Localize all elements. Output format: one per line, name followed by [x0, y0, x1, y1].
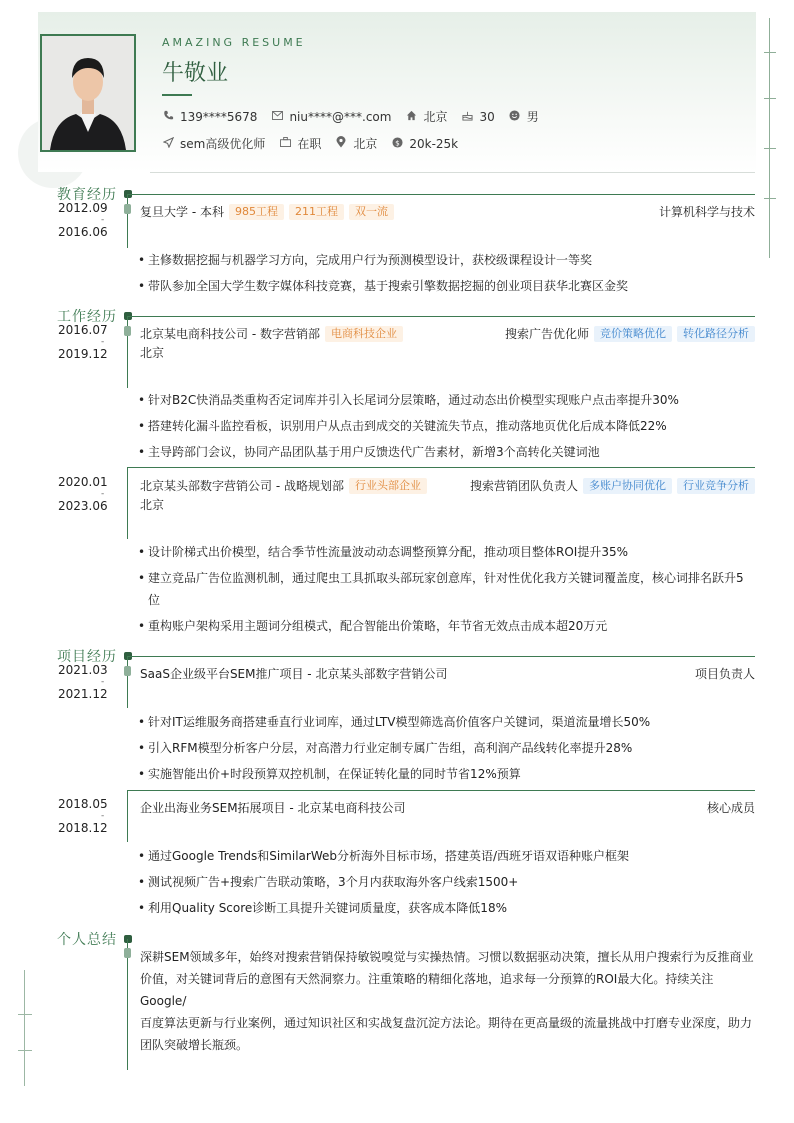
candidate-name: 牛敬业	[162, 61, 229, 86]
bullet-item: • 主导跨部门会议，协同产品团队基于用户反馈迭代广告素材，新增3个高转化关键词池	[138, 445, 600, 459]
tag-double-first-class: 双一流	[349, 204, 394, 220]
project-role: 项目负责人	[694, 667, 755, 681]
bullet-item: • 针对IT运维服务商搭建垂直行业词库，通过LTV模型筛选高价值客户关键词，渠道流量增长50%	[138, 715, 651, 729]
job-intent-row	[162, 135, 472, 152]
send-icon	[162, 137, 174, 151]
entry-divider	[128, 467, 755, 468]
work1-entry-header	[140, 325, 755, 342]
project-title: 企业出海业务SEM拓展项目 - 北京某电商科技公司	[140, 801, 406, 815]
pin-icon	[335, 136, 347, 151]
contact-row	[162, 108, 553, 125]
company-name: 北京某头部数字营销公司 - 战略规划部	[140, 479, 344, 493]
project2-end-date: 2018.12	[58, 821, 108, 835]
home-icon	[405, 110, 417, 124]
edu-entry-header	[140, 203, 755, 220]
entry-marker	[124, 948, 131, 958]
summary-text	[140, 946, 754, 1056]
role-tag: 竞价策略优化	[594, 326, 672, 342]
summary-line: 深耕SEM领域多年，始终对搜索营销保持敏锐嗅觉与实操热情。习惯以数据驱动决策，擅长从用户搜索行为反推商业	[140, 950, 754, 964]
briefcase-icon	[279, 137, 291, 150]
bullet-item: • 引入RFM模型分析客户分层，对高潜力行业定制专属广告组，高利润产品线转化率提升28%	[138, 741, 633, 755]
job-item	[162, 135, 265, 152]
expected-city-item	[335, 135, 377, 152]
section-title-work: 工作经历	[57, 309, 117, 325]
project2-entry-header	[140, 799, 755, 816]
entry-marker	[124, 204, 131, 214]
bullet-item: • 主修数据挖掘与机器学习方向，完成用户行为预测模型设计，获校级课程设计一等奖	[138, 253, 593, 267]
section-title-projects: 项目经历	[57, 649, 117, 665]
resume-tagline: AMAZING RESUME	[162, 36, 306, 49]
work2-start-date: 2020.01	[58, 475, 108, 489]
svg-text:$: $	[395, 137, 400, 147]
timeline-line	[127, 790, 128, 842]
entry-marker	[124, 666, 131, 676]
summary-line: 团队突破增长瓶颈。	[140, 1038, 249, 1052]
company-tag: 电商科技企业	[325, 326, 403, 342]
phone-icon	[162, 110, 174, 124]
job-role: 搜索广告优化师	[504, 327, 589, 341]
header-divider	[150, 172, 755, 173]
email-item	[271, 110, 391, 124]
section-line	[128, 656, 755, 657]
date-dash: -	[101, 215, 105, 225]
salary-text: 20k-25k	[409, 136, 459, 151]
work1-end-date: 2019.12	[58, 347, 108, 361]
date-dash: -	[101, 677, 105, 687]
edu-end-date: 2016.06	[58, 225, 108, 239]
left-decoration	[18, 970, 30, 1090]
entry-marker	[124, 326, 131, 336]
bullet-item: • 带队参加全国大学生数字媒体科技竞赛，基于搜索引擎数据挖掘的创业项目获华北赛区金奖	[138, 279, 629, 293]
role-tag: 转化路径分析	[677, 326, 755, 342]
age-text: 30	[479, 109, 495, 124]
bullet-item: • 设计阶梯式出价模型，结合季节性流量波动动态调整预算分配，推动项目整体ROI提升35%	[138, 545, 628, 559]
dollar-icon	[391, 137, 403, 151]
tag-211: 211工程	[289, 204, 344, 220]
status-item	[279, 135, 321, 152]
bullet-item: • 实施智能出价+时段预算双控机制，在保证转化量的同时节省12%预算	[138, 767, 521, 781]
section-title-summary: 个人总结	[57, 932, 117, 948]
date-dash: -	[101, 489, 105, 499]
profile-photo	[40, 34, 136, 152]
right-decoration	[764, 18, 776, 258]
entry-divider	[128, 790, 755, 791]
summary-line: 价值，对关键词背后的意图有天然洞察力。注重策略的精细化落地，追求每一分预算的ROI最大化。持续关注Google/	[140, 972, 714, 1008]
bullet-item: • 搭建转化漏斗监控看板，识别用户从点击到成交的关键流失节点，推动落地页优化后成本降低22%	[138, 419, 667, 433]
company-name: 北京某电商科技公司 - 数字营销部	[140, 327, 320, 341]
bullet-item: • 测试视频广告+搜索广告联动策略，3个月内获取海外客户线索1500+	[138, 875, 519, 889]
email-text: niu****@***.com	[289, 109, 392, 124]
bullet-item: • 针对B2C快消品类重构否定词库并引入长尾词分层策略，通过动态出价模型实现账户点击率提升30%	[138, 393, 679, 407]
work1-start-date: 2016.07	[58, 323, 108, 337]
expected-city-text: 北京	[353, 137, 378, 151]
major-name: 计算机科学与技术	[658, 205, 755, 219]
bullet-item: • 建立竞品广告位监测机制，通过爬虫工具抓取头部玩家创意库，针对性优化我方关键词覆盖度，核心词排名跃升5	[138, 571, 744, 585]
date-dash: -	[101, 811, 105, 821]
section-line	[128, 316, 755, 317]
smile-icon	[509, 110, 521, 124]
timeline-line	[127, 656, 128, 708]
status-text: 在职	[297, 137, 322, 151]
phone-text: 139****5678	[180, 109, 258, 124]
date-dash: -	[101, 337, 105, 347]
name-underline	[162, 94, 192, 96]
work-location: 北京	[140, 346, 165, 360]
section-marker	[124, 935, 132, 943]
work2-end-date: 2023.06	[58, 499, 108, 513]
role-tag: 多账户协同优化	[583, 478, 672, 494]
section-line	[128, 194, 755, 195]
work2-entry-header	[140, 477, 755, 494]
phone-item	[162, 110, 257, 124]
timeline-line	[127, 467, 128, 539]
company-tag: 行业头部企业	[349, 478, 427, 494]
job-target-text: sem高级优化师	[180, 137, 266, 151]
gender-text: 男	[526, 110, 539, 124]
bullet-item: • 利用Quality Score诊断工具提升关键词质量度，获客成本降低18%	[138, 901, 507, 915]
city-text: 北京	[423, 110, 448, 124]
cake-icon	[461, 110, 473, 124]
job-role: 搜索营销团队负责人	[469, 479, 578, 493]
work-location: 北京	[140, 498, 165, 512]
role-tag: 行业竞争分析	[677, 478, 755, 494]
project1-start-date: 2021.03	[58, 663, 108, 677]
school-name: 复旦大学 - 本科	[140, 205, 224, 219]
timeline-line	[127, 194, 128, 248]
edu-start-date: 2012.09	[58, 201, 108, 215]
project-role: 核心成员	[706, 801, 755, 815]
project1-entry-header	[140, 665, 755, 682]
mail-icon	[271, 111, 283, 123]
tag-985: 985工程	[229, 204, 284, 220]
gender-item	[509, 108, 539, 125]
city-item	[405, 108, 447, 125]
salary-item	[391, 137, 458, 151]
project1-end-date: 2021.12	[58, 687, 108, 701]
bullet-item: • 重构账户架构采用主题词分组模式，配合智能出价策略，年节省无效点击成本超20万元	[138, 619, 608, 633]
bullet-item: • 通过Google Trends和SimilarWeb分析海外目标市场，搭建英语/西班牙语双语种账户框架	[138, 849, 630, 863]
project-title: SaaS企业级平台SEM推广项目 - 北京某头部数字营销公司	[140, 667, 448, 681]
age-item	[461, 110, 494, 124]
project2-start-date: 2018.05	[58, 797, 108, 811]
summary-line: 百度算法更新与行业案例，通过知识社区和实战复盘沉淀方法论。期待在更高量级的流量挑战中打磨专业深度，助力	[140, 1016, 753, 1030]
bullet-item-continued: 位	[148, 593, 161, 607]
timeline-line	[127, 939, 128, 1070]
section-title-education: 教育经历	[57, 187, 117, 203]
